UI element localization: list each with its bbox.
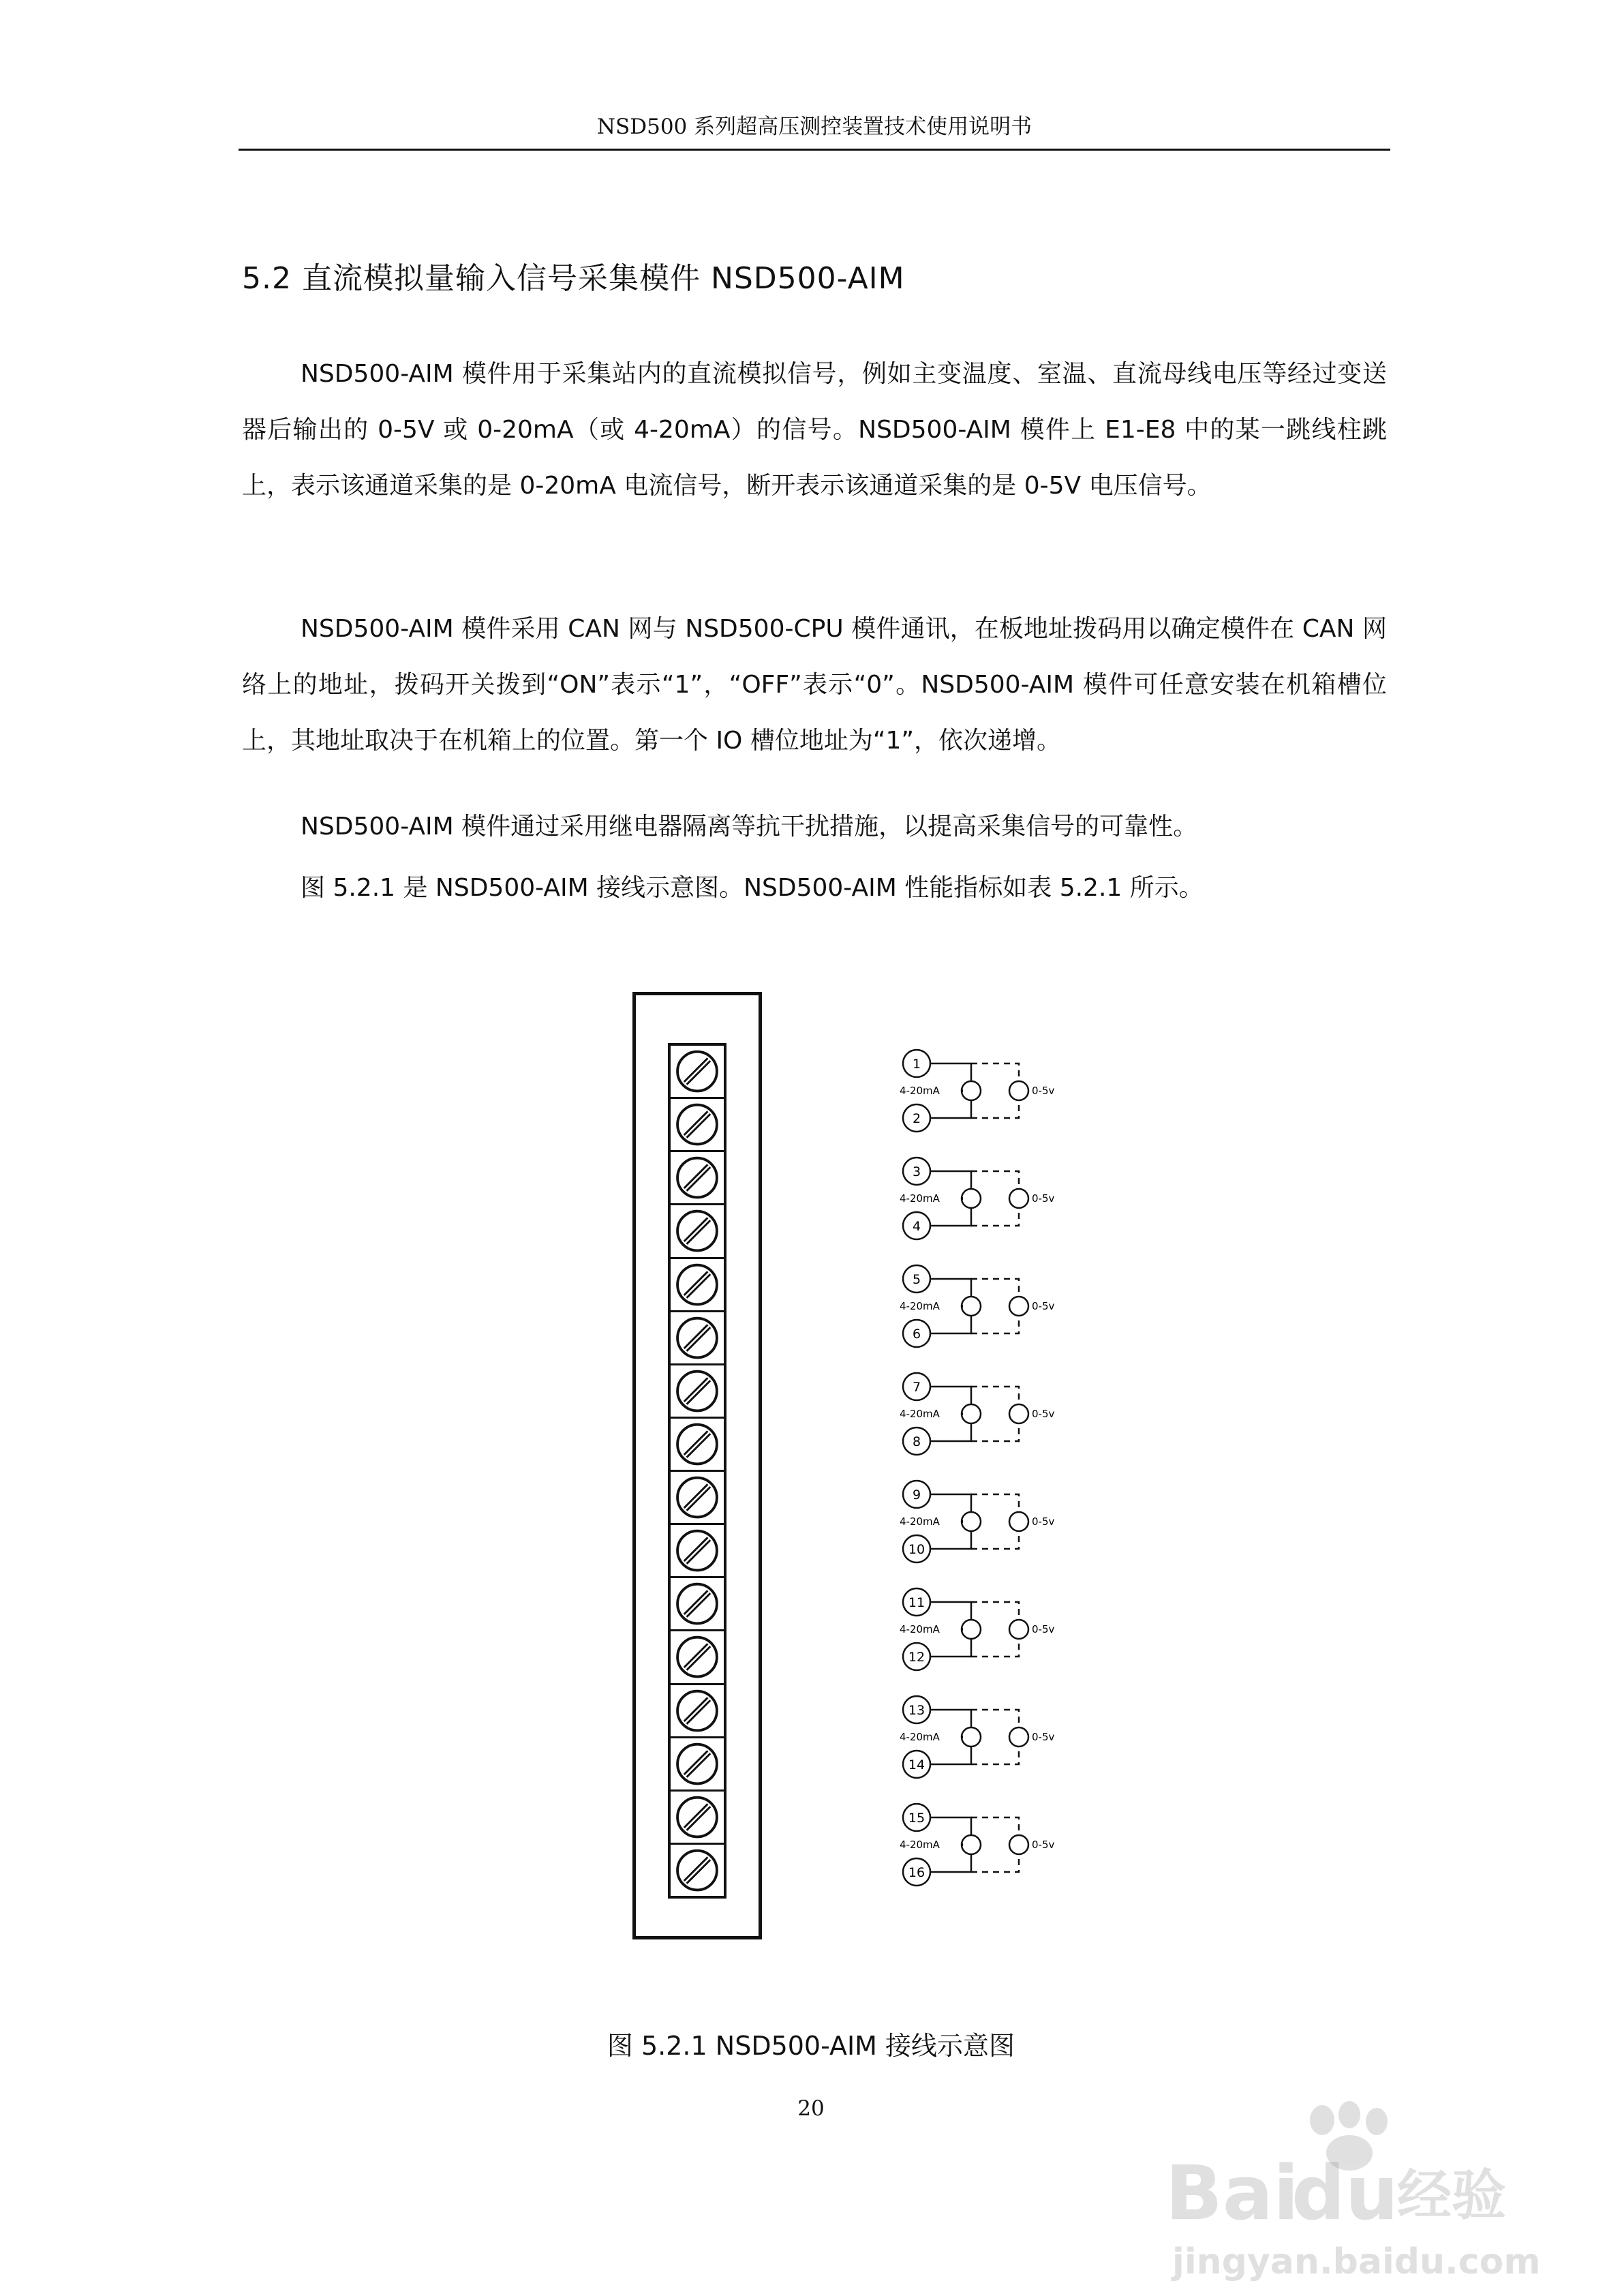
screw-icon xyxy=(671,1365,724,1417)
current-source-icon xyxy=(962,1727,981,1747)
jumper-wire xyxy=(971,1494,1019,1512)
voltage-source-icon xyxy=(1009,1404,1028,1423)
terminal-number: 14 xyxy=(908,1757,925,1772)
voltage-source-icon xyxy=(1009,1727,1028,1747)
jumper-wire xyxy=(971,1710,1019,1727)
terminal-number: 1 xyxy=(912,1057,921,1072)
page-header: NSD500 系列超高压测控装置技术使用说明书 xyxy=(596,115,1032,139)
terminal-2 xyxy=(671,1099,724,1152)
terminal-number: 6 xyxy=(912,1327,921,1342)
jumper-wire xyxy=(971,1171,1019,1189)
jumper-wire xyxy=(971,1100,1019,1118)
screw-icon xyxy=(671,1152,724,1203)
terminal-1 xyxy=(671,1046,724,1099)
svg-text:du: du xyxy=(1291,2149,1399,2237)
svg-text:经验: 经验 xyxy=(1397,2164,1506,2227)
wire xyxy=(930,1208,971,1226)
terminal-number: 9 xyxy=(912,1487,921,1502)
terminal-number: 4 xyxy=(912,1219,921,1234)
terminal-13 xyxy=(671,1685,724,1738)
paragraph-3: NSD500-AIM 模件通过采用继电器隔离等抗干扰措施，以提高采集信号的可靠性。 xyxy=(301,813,1198,841)
terminal-8 xyxy=(671,1419,724,1472)
jumper-wire xyxy=(971,1208,1019,1226)
terminal-15 xyxy=(671,1792,724,1845)
terminal-14 xyxy=(671,1738,724,1792)
current-label: 4-20mA xyxy=(900,1192,940,1205)
terminal-number: 13 xyxy=(908,1703,925,1718)
screw-icon xyxy=(671,1312,724,1363)
wire xyxy=(930,1423,971,1441)
terminal-4 xyxy=(671,1205,724,1258)
current-label: 4-20mA xyxy=(900,1408,940,1420)
jumper-wire xyxy=(971,1639,1019,1657)
terminal-number: 12 xyxy=(908,1650,925,1665)
terminal-block xyxy=(668,1043,726,1899)
jumper-wire xyxy=(971,1602,1019,1620)
voltage-label: 0-5v xyxy=(1032,1085,1055,1097)
current-label: 4-20mA xyxy=(900,1300,940,1312)
terminal-number: 10 xyxy=(908,1542,925,1557)
voltage-source-icon xyxy=(1009,1835,1028,1854)
voltage-label: 0-5v xyxy=(1032,1623,1055,1635)
terminal-number: 7 xyxy=(912,1380,921,1395)
current-source-icon xyxy=(962,1404,981,1423)
current-source-icon xyxy=(962,1189,981,1208)
voltage-source-icon xyxy=(1009,1297,1028,1316)
wire xyxy=(930,1100,971,1118)
wire xyxy=(930,1710,971,1727)
screw-icon xyxy=(671,1205,724,1256)
terminal-10 xyxy=(671,1525,724,1578)
jumper-wire xyxy=(971,1817,1019,1835)
jumper-wire xyxy=(971,1316,1019,1333)
screw-icon xyxy=(671,1631,724,1682)
wire xyxy=(930,1854,971,1872)
terminal-9 xyxy=(671,1472,724,1525)
paragraph-1: NSD500-AIM 模件用于采集站内的直流模拟信号，例如主变温度、室温、直流母线电压等经过变送器后输出的 0-5V 或 0-20mA（或 4-20mA）的信号。NSD500-AIM 模件上 E1-E8 中的某一跳线柱跳上，表示该通道采集的是 0-20mA 电流信号，断开表示该通道采集的是 0-5V 电压信号。 xyxy=(242,360,1387,500)
baidu-watermark xyxy=(1152,2100,1588,2291)
voltage-source-icon xyxy=(1009,1189,1028,1208)
current-source-icon xyxy=(962,1297,981,1316)
terminal-number: 3 xyxy=(912,1164,921,1179)
screw-icon xyxy=(671,1738,724,1789)
voltage-label: 0-5v xyxy=(1032,1408,1055,1420)
terminal-7 xyxy=(671,1365,724,1419)
wiring-diagram xyxy=(866,1029,1165,1916)
jumper-wire xyxy=(971,1423,1019,1441)
terminal-number: 16 xyxy=(908,1865,925,1880)
baidu-logo-text: Bai xyxy=(1165,2149,1299,2237)
jumper-wire xyxy=(971,1854,1019,1872)
header-rule xyxy=(239,149,1390,151)
jumper-wire xyxy=(971,1387,1019,1404)
wire xyxy=(930,1494,971,1512)
current-label: 4-20mA xyxy=(900,1731,940,1743)
terminal-12 xyxy=(671,1631,724,1685)
page-number: 20 xyxy=(797,2096,825,2121)
terminal-number: 11 xyxy=(908,1595,925,1610)
screw-icon xyxy=(671,1046,724,1097)
wire xyxy=(930,1531,971,1549)
screw-icon xyxy=(671,1259,724,1310)
screw-icon xyxy=(671,1419,724,1470)
terminal-16 xyxy=(671,1845,724,1896)
jumper-wire xyxy=(971,1279,1019,1297)
paragraph-4: 图 5.2.1 是 NSD500-AIM 接线示意图。NSD500-AIM 性能指标如表 5.2.1 所示。 xyxy=(301,874,1204,902)
voltage-label: 0-5v xyxy=(1032,1731,1055,1743)
wire xyxy=(930,1639,971,1657)
voltage-source-icon xyxy=(1009,1512,1028,1531)
voltage-label: 0-5v xyxy=(1032,1515,1055,1528)
wire xyxy=(930,1602,971,1620)
screw-icon xyxy=(671,1845,724,1896)
current-label: 4-20mA xyxy=(900,1085,940,1097)
terminal-number: 8 xyxy=(912,1434,921,1449)
wire xyxy=(930,1747,971,1764)
wire xyxy=(930,1063,971,1081)
terminal-11 xyxy=(671,1578,724,1631)
terminal-number: 5 xyxy=(912,1272,921,1287)
voltage-label: 0-5v xyxy=(1032,1300,1055,1312)
jumper-wire xyxy=(971,1063,1019,1081)
wire xyxy=(930,1316,971,1333)
screw-icon xyxy=(671,1099,724,1150)
section-title: 5.2 直流模拟量输入信号采集模件 NSD500-AIM xyxy=(242,261,905,296)
screw-icon xyxy=(671,1472,724,1523)
paragraph-2: NSD500-AIM 模件采用 CAN 网与 NSD500-CPU 模件通讯，在板地址拨码用以确定模件在 CAN 网络上的地址，拨码开关拨到“ON”表示“1”，“OFF”表示“0”。NSD500-AIM 模件可任意安装在机箱槽位上，其地址取决于在机箱上的位置。第一个 IO 槽位地址为“1”，依次递增。 xyxy=(242,615,1387,755)
terminal-number: 15 xyxy=(908,1811,925,1826)
current-label: 4-20mA xyxy=(900,1839,940,1851)
terminal-3 xyxy=(671,1152,724,1205)
wire xyxy=(930,1387,971,1404)
current-source-icon xyxy=(962,1835,981,1854)
jumper-wire xyxy=(971,1531,1019,1549)
current-source-icon xyxy=(962,1512,981,1531)
terminal-6 xyxy=(671,1312,724,1365)
figure-caption: 图 5.2.1 NSD500-AIM 接线示意图 xyxy=(607,2031,1015,2061)
voltage-source-icon xyxy=(1009,1081,1028,1100)
jumper-wire xyxy=(971,1747,1019,1764)
screw-icon xyxy=(671,1525,724,1576)
wire xyxy=(930,1171,971,1189)
terminal-number: 2 xyxy=(912,1111,921,1126)
voltage-label: 0-5v xyxy=(1032,1192,1055,1205)
screw-icon xyxy=(671,1578,724,1629)
voltage-source-icon xyxy=(1009,1620,1028,1639)
screw-icon xyxy=(671,1685,724,1736)
screw-icon xyxy=(671,1792,724,1843)
current-source-icon xyxy=(962,1081,981,1100)
watermark-url: jingyan.baidu.com xyxy=(1172,2241,1541,2282)
wire xyxy=(930,1279,971,1297)
current-label: 4-20mA xyxy=(900,1515,940,1528)
terminal-5 xyxy=(671,1259,724,1312)
current-label: 4-20mA xyxy=(900,1623,940,1635)
wire xyxy=(930,1817,971,1835)
voltage-label: 0-5v xyxy=(1032,1839,1055,1851)
current-source-icon xyxy=(962,1620,981,1639)
